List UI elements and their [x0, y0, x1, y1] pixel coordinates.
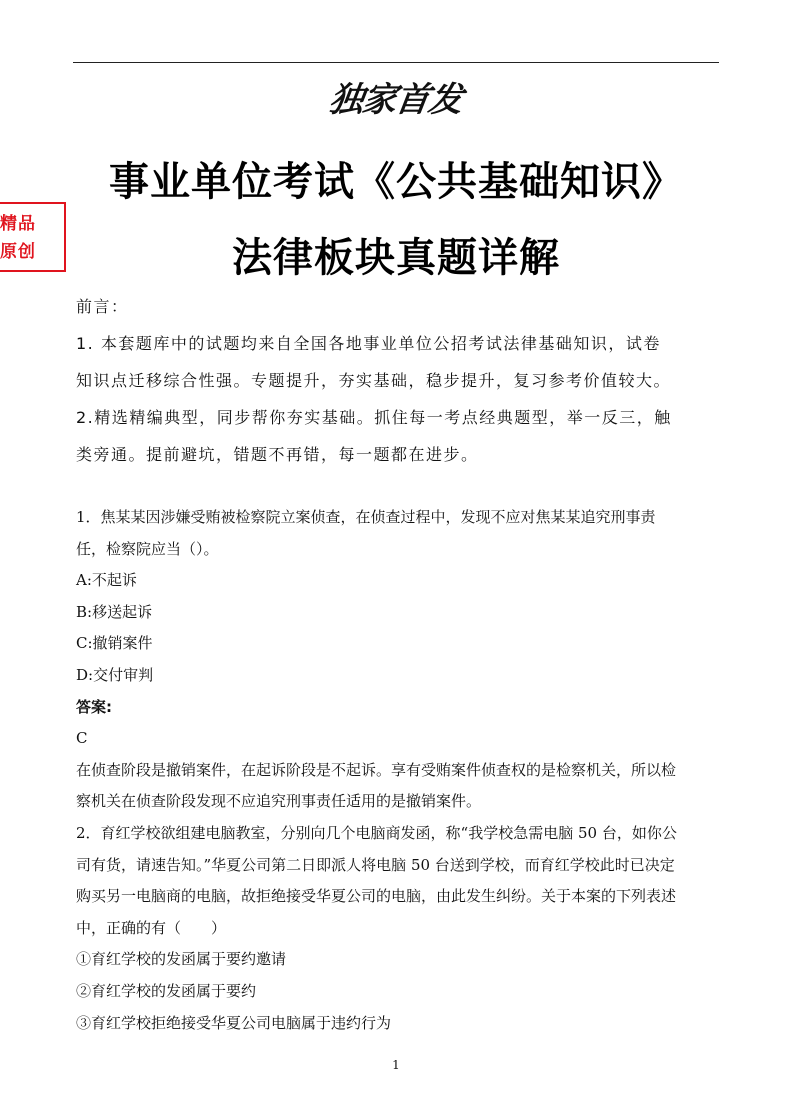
page-number: 1 [392, 1058, 400, 1072]
q2-stem-line2: 司有货，请速告知。”华夏公司第二日即派人将电脑 50 台送到学校，而育红学校此时已决定 [76, 855, 675, 874]
preface-section [76, 288, 726, 473]
q2-item-2: ②育红学校的发函属于要约 [76, 981, 257, 1000]
q1-answer-label: 答案: [76, 697, 112, 716]
q2-item-1: ①育红学校的发函属于要约邀请 [76, 950, 287, 969]
doc-title-line1: 事业单位考试《公共基础知识》 [109, 159, 683, 205]
doc-title-line2: 法律板块真题详解 [232, 235, 560, 281]
q1-explanation-line1: 在侦查阶段是撤销案件，在起诉阶段是不起诉。享有受贿案件侦查权的是检察机关，所以检 [76, 760, 677, 779]
stamp-line1: 精品 [0, 214, 36, 234]
q1-option-a: A:不起诉 [76, 571, 137, 590]
header-rule [73, 62, 719, 63]
q1-stem-line2: 任，检察院应当（）。 [76, 539, 219, 558]
preface-label: 前言： [76, 297, 129, 316]
q1-option-c: C:撤销案件 [76, 634, 153, 653]
preface-p2-line1: 2.精选精编典型，同步帮你夯实基础。抓住每一考点经典题型，举一反三，触 [76, 408, 672, 427]
preface-p1-line2: 知识点迁移综合性强。专题提升，夯实基础，稳步提升，复习参考价值较大。 [76, 371, 672, 390]
q1-answer: C [76, 729, 88, 748]
q2-stem-line1: 2．育红学校欲组建电脑教室，分别向几个电脑商发函，称“我学校急需电脑 50 台，如你公 [76, 823, 677, 842]
question-section [76, 502, 718, 1039]
q2-item-3: ③育红学校拒绝接受华夏公司电脑属于违约行为 [76, 1013, 392, 1032]
q2-stem-line4: 中，正确的有（ ） [76, 918, 227, 937]
preface-p1-line1: 1. 本套题库中的试题均来自全国各地事业单位公招考试法律基础知识，试卷 [76, 334, 661, 353]
q1-stem-line1: 1．焦某某因涉嫌受贿被检察院立案侦查，在侦查过程中，发现不应对焦某某追究刑事责 [76, 508, 656, 526]
q1-option-b: B:移送起诉 [76, 602, 153, 621]
preface-p2-line2: 类旁通。提前避坑，错题不再错，每一题都在进步。 [76, 445, 479, 464]
q2-stem-line3: 购买另一电脑商的电脑，故拒绝接受华夏公司的电脑，由此发生纠纷。关于本案的下列表述 [76, 887, 677, 906]
quality-stamp [0, 202, 66, 272]
brand-logo: 独家首发 [326, 80, 465, 120]
q1-explanation-line2: 察机关在侦查阶段发现不应追究刑事责任适用的是撤销案件。 [76, 792, 482, 811]
q1-option-d: D:交付审判 [76, 665, 154, 684]
stamp-line2: 原创 [0, 242, 36, 262]
